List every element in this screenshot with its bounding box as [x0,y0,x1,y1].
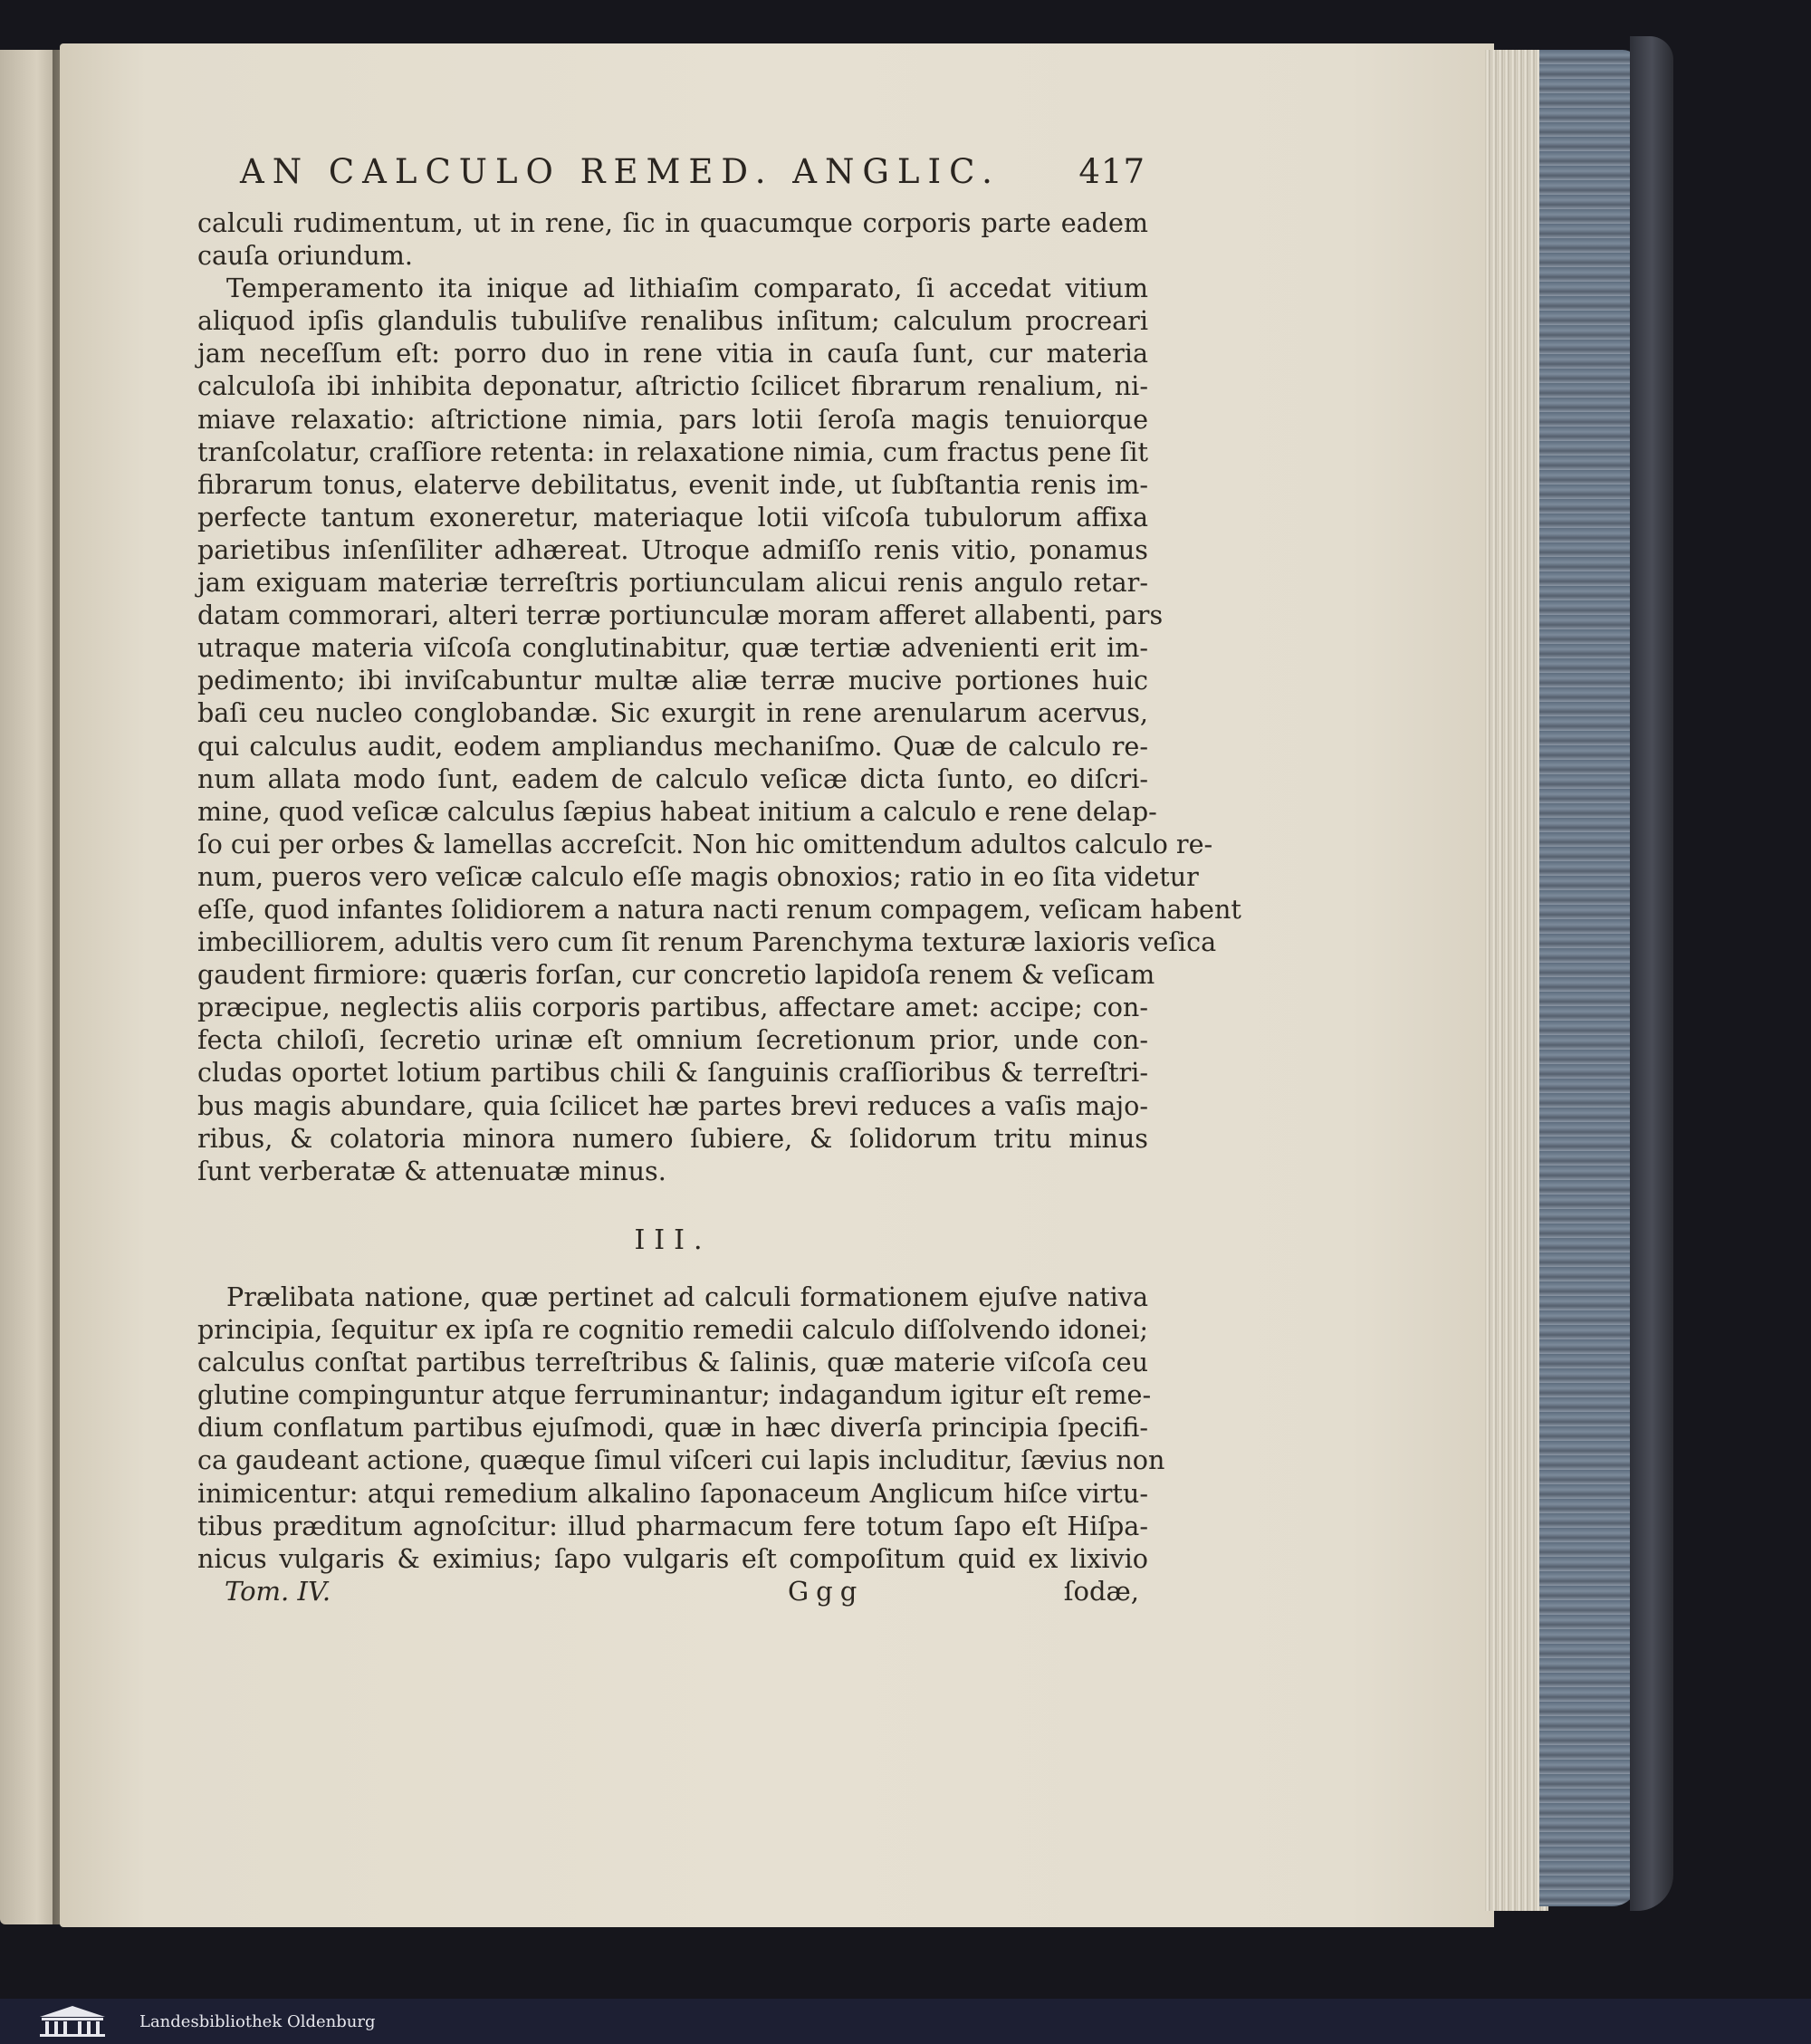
book-fore-edge [1539,50,1639,1906]
section-heading: III. [634,1224,712,1256]
text-line: ſunt verberatæ & attenuatæ minus. [197,1155,666,1186]
paragraph-3 [197,1281,1165,1575]
text-line: nicus vulgaris & eximius; ſapo vulgaris eſt compoſitum quid ex lixivio [197,1542,1148,1574]
text-line: eſſe, quod infantes ſolidiorem a natura nacti renum compagem, veſicam habent [197,893,1241,925]
text-line: qui calculus audit, eodem ampliandus mechaniſmo. Quæ de calculo re- [197,730,1148,762]
text-line: baſi ceu nucleo conglobandæ. Sic exurgit in rene arenularum acervus, [197,697,1148,729]
text-line: ſo cui per orbes & lamellas accreſcit. Non hic omittendum adultos calculo re- [197,828,1213,859]
text-line: pedimento; ibi inviſcabuntur multæ aliæ terræ mucive portiones huic [197,665,1148,696]
text-line: principia, ſequitur ex ipſa re cognitio remedii calculo diſſolvendo idonei; [197,1314,1148,1346]
book-cover-edge [1630,36,1673,1911]
catchword: ſodæ, [1063,1576,1139,1607]
text-line: inimicentur: atqui remedium alkalino ſaponaceum Anglicum hiſce virtu- [197,1477,1148,1509]
text-line: calculoſa ibi inhibita deponatur, aſtrictio ſcilicet fibrarum renalium, ni- [197,370,1148,402]
text-line: calculi rudimentum, ut in rene, ſic in quacumque corporis parte eadem [197,207,1148,238]
page-number: 417 [1078,152,1145,191]
text-line: glutine compinguntur atque ferruminantur; indagandum igitur eſt reme- [197,1379,1152,1411]
text-line: jam neceſſum eſt: porro duo in rene vitia in cauſa ſunt, cur materia [197,338,1148,369]
text-line: præcipue, neglectis aliis corporis partibus, affectare amet: accipe; con- [197,992,1148,1023]
text-line: bus magis abundare, quia ſcilicet hæ partes brevi reduces a vaſis majo- [197,1089,1148,1121]
paragraph-1 [197,206,1241,1187]
text-line: cludas oportet lotium partibus chili & ſanguinis craſſioribus & terreſtri- [197,1057,1148,1089]
library-banner [0,1999,1811,2044]
text-line: aliquod ipſis glandulis tubuliſve renalibus inſitum; calculum procreari [197,305,1148,337]
page-footer [225,1576,1139,1612]
running-header [240,152,1145,197]
text-line: utraque materia viſcoſa conglutinabitur, quæ tertiæ advenienti erit im- [197,632,1148,664]
text-line: jam exiguam materiæ terreſtris portiunculam alicui renis angulo retar- [197,567,1148,599]
text-line: gaudent firmiore: quæris forſan, cur concretio lapidoſa renem & veſicam [197,959,1155,991]
text-line: parietibus inſenſiliter adhæreat. Utroque admiſſo renis vitio, ponamus [197,533,1148,565]
text-line: num allata modo ſunt, eadem de calculo veſicæ dicta ſunto, eo diſcri- [197,763,1148,794]
library-building-icon [36,2004,109,2039]
text-line: datam commorari, alteri terræ portiunculæ moram afferet allabenti, pars [197,600,1164,631]
text-line: perfecte tantum exoneretur, materiaque lotii viſcoſa tubulorum affixa [197,501,1148,533]
text-line: Temperamento ita inique ad lithiaſim comparato, ſi accedat vitium [226,273,1148,304]
text-line: mine, quod veſicæ calculus ſæpius habeat initium a calculo e rene delap- [197,795,1157,827]
text-line: num, pueros vero veſicæ calculo eſſe magis obnoxios; ratio in eo ſita videtur [197,860,1199,892]
signature-mark: Ggg [788,1576,865,1607]
text-line: ca gaudeant actione, quæque ſimul viſceri cui lapis includitur, ſævius non [197,1444,1165,1476]
volume-label: Tom. IV. [225,1576,331,1607]
text-line: fibrarum tonus, elaterve debilitatus, evenit inde, ut ſubſtantia renis im- [197,468,1148,500]
text-line: dium conflatum partibus ejuſmodi, quæ in hæc diverſa principia ſpecifi- [197,1412,1148,1444]
text-line: ribus, & colatoria minora numero ſubiere, & ſolidorum tritu minus [197,1122,1148,1154]
library-name: Landesbibliothek Oldenburg [139,2011,376,2031]
text-line: tranſcolatur, craſſiore retenta: in relaxatione nimia, cum fractus pene ſit [197,436,1148,467]
text-line: fecta chiloſi, ſecretio urinæ eſt omnium ſecretionum prior, unde con- [197,1024,1148,1056]
text-line: imbecilliorem, adultis vero cum ſit renum Parenchyma texturæ laxioris veſica [197,926,1217,958]
text-line: tibus præditum agnoſcitur: illud pharmacum fere totum ſapo eſt Hiſpa- [197,1510,1148,1541]
text-line: miave relaxatio: aſtrictione nimia, pars lotii ſeroſa magis tenuiorque [197,403,1148,435]
text-line: cauſa oriundum. [197,240,413,272]
running-title: AN CALCULO REMED. ANGLIC. [240,152,1001,191]
text-line: calculus conſtat partibus terreſtribus & ſalinis, quæ materie viſcoſa ceu [197,1347,1148,1378]
text-line: Prælibata natione, quæ pertinet ad calculi formationem ejuſve nativa [226,1281,1148,1312]
